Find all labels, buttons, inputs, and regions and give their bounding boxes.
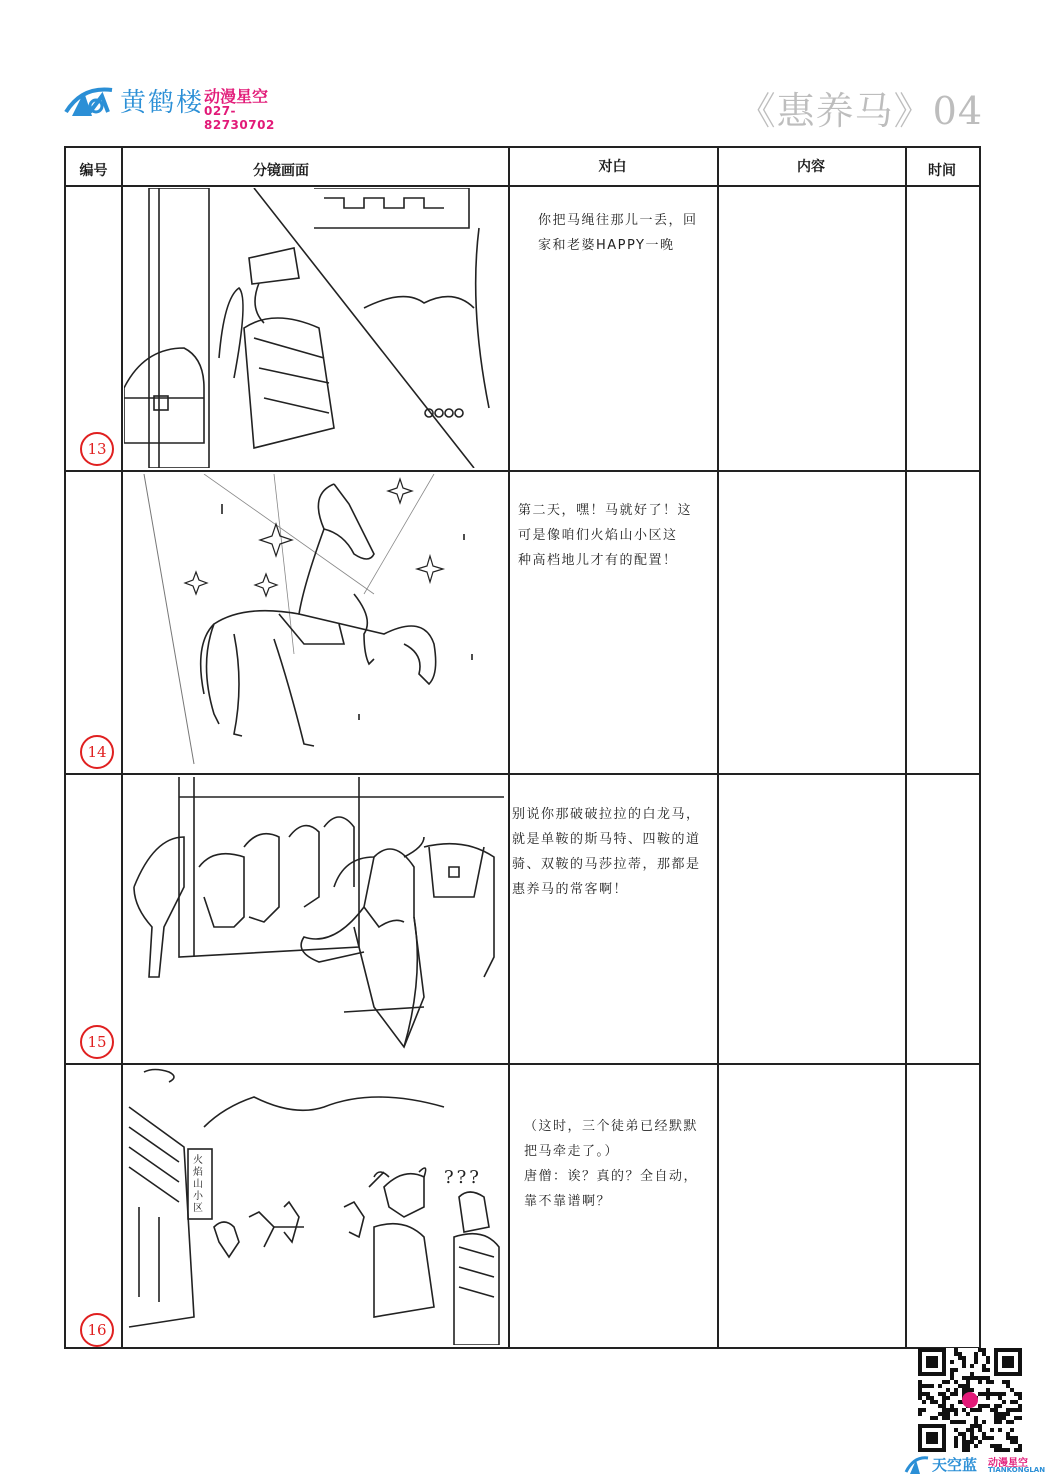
footer-logo (904, 1454, 1045, 1478)
column-divider (905, 148, 907, 1347)
footer-brand-name: 天空蓝 (932, 1456, 978, 1474)
brand-logo (62, 80, 302, 132)
logo-mark-icon (62, 82, 116, 122)
sign-text: 火焰山小区 (193, 1155, 203, 1214)
rearing-horse-sketch (124, 474, 504, 772)
storyboard-panel (124, 777, 504, 1061)
header-number: 编号 (79, 163, 108, 179)
header-divider (66, 185, 979, 187)
shot-number: 16 (80, 1313, 114, 1347)
header-time: 时间 (928, 163, 956, 179)
footer-brand-english: TIANKONGLAN (988, 1466, 1045, 1474)
shot-number: 15 (80, 1025, 114, 1059)
row-divider (66, 773, 979, 775)
street-scene-sketch (124, 1067, 504, 1345)
footer-logo-mark-icon (904, 1454, 930, 1476)
horse-stable-sketch (124, 777, 504, 1061)
qr-code (918, 1348, 1022, 1452)
brand-phone: 027-82730702 (204, 104, 275, 132)
dialogue-text: 别说你那破破拉拉的白龙马， 就是单鞍的斯马特、四鞍的道 骑、双鞍的马莎拉蒂，那都是 惠养马的常客啊！ (512, 807, 701, 897)
storyboard-table (64, 146, 981, 1349)
brand-subtitle: 动漫星空 (204, 87, 269, 106)
header-content: 内容 (797, 159, 825, 175)
storyboard-panel (124, 188, 504, 468)
brand-name: 黄鹤楼 (120, 88, 205, 118)
question-marks: ??? (444, 1167, 482, 1188)
shot-number: 14 (80, 735, 114, 769)
footer-brand-subtitle: 动漫星空 (988, 1458, 1028, 1469)
monk-and-chest-sketch (124, 188, 504, 468)
column-divider (121, 148, 123, 1347)
header-dialogue: 对白 (598, 159, 627, 175)
row-divider (66, 470, 979, 472)
storyboard-panel (124, 474, 504, 772)
column-divider (717, 148, 719, 1347)
column-divider (508, 148, 510, 1347)
dialogue-text: 你把马绳往那儿一丢，回 家和老婆HAPPY一晚 (538, 213, 698, 253)
dialogue-text: 第二天，嘿！马就好了！这 可是像咱们火焰山小区这 种高档地儿才有的配置！ (518, 503, 693, 568)
dialogue-text: （这时，三个徒弟已经默默 把马牵走了。） 唐僧：诶？真的？全自动， 靠不靠谱啊？ (524, 1119, 699, 1209)
page-title: 《惠养马》04 (737, 89, 983, 133)
shot-number: 13 (80, 432, 114, 466)
qr-code-icon (918, 1348, 1022, 1452)
storyboard-panel (124, 1067, 504, 1345)
header-panel: 分镜画面 (253, 163, 309, 179)
row-divider (66, 1063, 979, 1065)
